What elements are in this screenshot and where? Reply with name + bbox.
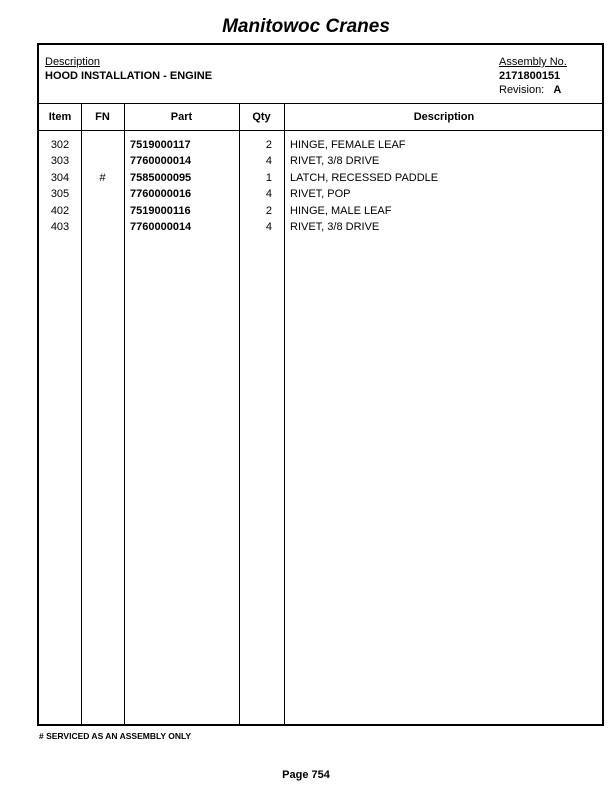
quantity: 2 (265, 139, 272, 151)
item-number: 403 (50, 220, 70, 233)
revision-line (499, 83, 567, 97)
item-number: 305 (50, 188, 70, 201)
part-description: LATCH, RECESSED PADDLE (290, 171, 439, 184)
assembly-number-block (499, 55, 567, 97)
page-number: Page 754 (282, 769, 330, 781)
quantity: 2 (265, 204, 272, 217)
table-row (39, 139, 602, 155)
quantity: 1 (265, 171, 272, 184)
table-row (39, 221, 602, 237)
table-row (39, 188, 602, 204)
column-header-description: Description (413, 111, 475, 123)
table-row (39, 155, 602, 171)
assembly-description-block (45, 55, 212, 83)
column-header-fn: FN (95, 111, 110, 123)
footnote: # SERVICED AS AN ASSEMBLY ONLY (39, 731, 192, 741)
item-number: 302 (50, 139, 70, 151)
quantity: 4 (265, 155, 272, 168)
page-title: Manitowoc Cranes (222, 16, 390, 37)
revision-value: A (553, 84, 562, 96)
part-description: RIVET, 3/8 DRIVE (290, 220, 380, 233)
part-number: 7760000014 (130, 220, 192, 233)
part-description: RIVET, 3/8 DRIVE (290, 155, 380, 168)
column-header-qty: Qty (252, 111, 271, 123)
part-number: 7519000117 (130, 139, 191, 151)
part-description: HINGE, FEMALE LEAF (290, 139, 406, 151)
revision-label: Revision: (499, 84, 545, 96)
parts-table-body (39, 139, 602, 237)
parts-list-frame (37, 43, 604, 726)
description-label: Description (45, 56, 101, 68)
part-number: 7760000014 (130, 155, 192, 168)
quantity: 4 (265, 188, 272, 201)
part-number: 7585000095 (130, 171, 192, 184)
item-number: 304 (50, 171, 70, 184)
column-header-part: Part (170, 111, 193, 123)
quantity: 4 (265, 220, 272, 233)
table-row (39, 205, 602, 221)
item-number: 402 (50, 204, 70, 217)
part-description: HINGE, MALE LEAF (290, 204, 392, 217)
column-header-item: Item (48, 111, 72, 123)
part-description: RIVET, POP (290, 188, 351, 201)
fn-marker: # (99, 171, 106, 184)
part-number: 7760000016 (130, 188, 192, 201)
item-number: 303 (50, 155, 70, 168)
table-row (39, 172, 602, 188)
assembly-no-label: Assembly No. (499, 56, 567, 68)
part-number: 7519000116 (130, 204, 191, 217)
assembly-description: HOOD INSTALLATION - ENGINE (45, 70, 213, 82)
assembly-no: 2171800151 (499, 70, 561, 82)
